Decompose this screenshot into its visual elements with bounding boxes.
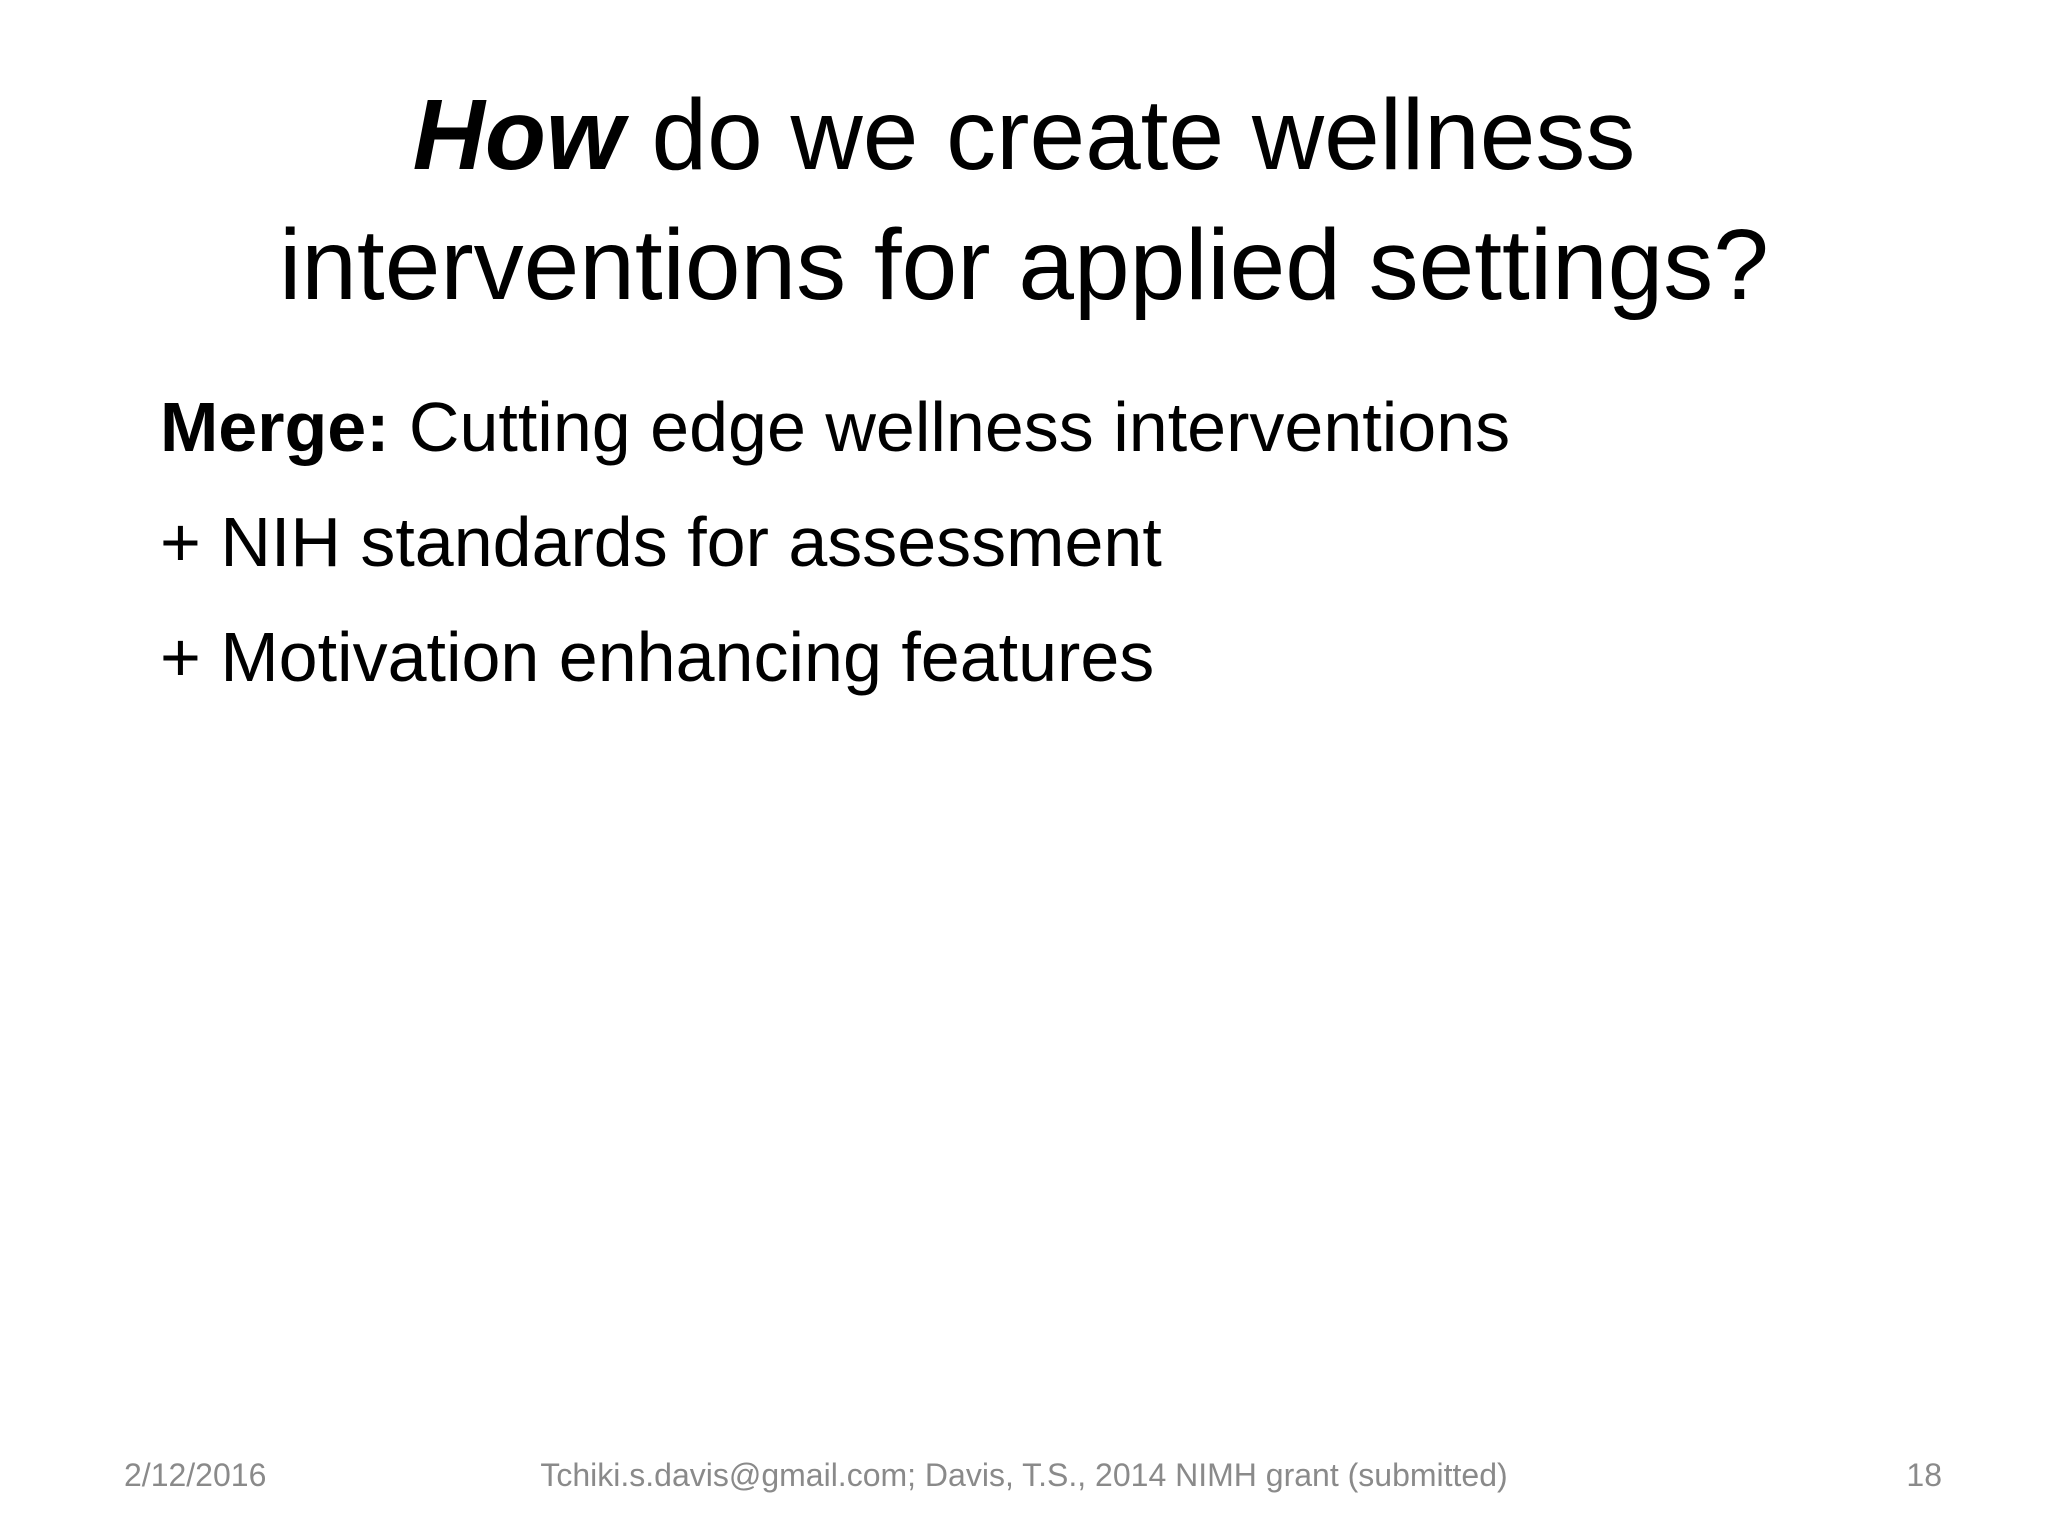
merge-text: Cutting edge wellness interventions (389, 388, 1511, 466)
footer-page-number: 18 (1906, 1457, 1942, 1493)
merge-label: Merge: (160, 388, 390, 466)
body-line-nih: + NIH standards for assessment (160, 503, 1162, 581)
body-line-merge (160, 370, 1920, 485)
title-line1-rest: do we create wellness (623, 79, 1636, 191)
title-line2: interventions for applied settings? (279, 209, 1769, 321)
footer-citation: Tchiki.s.davis@gmail.com; Davis, T.S., 2014 NIMH grant (submitted) (540, 1457, 1508, 1493)
title-emphasis: How (412, 79, 624, 191)
body-line-motivation: + Motivation enhancing features (160, 618, 1155, 696)
slide-body (160, 370, 1920, 715)
footer-date: 2/12/2016 (124, 1457, 267, 1493)
slide-title (140, 70, 1908, 330)
